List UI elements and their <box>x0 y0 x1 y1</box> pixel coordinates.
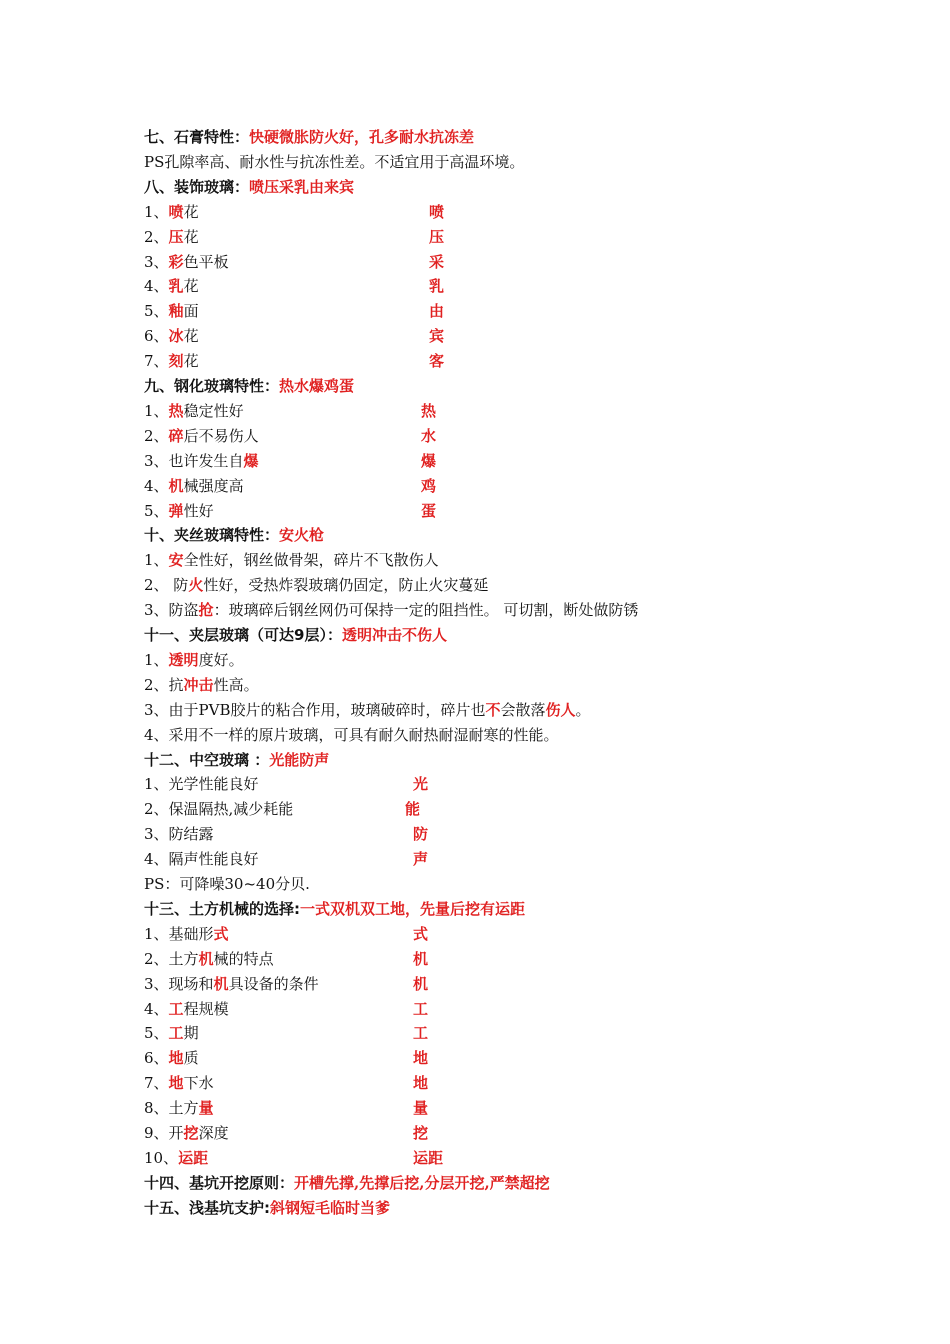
body-text: 9、开 <box>144 1124 184 1142</box>
text-line <box>144 1148 208 1168</box>
section-heading <box>144 376 354 396</box>
heading-text: 十五、浅基坑支护: <box>144 1199 270 1217</box>
mnemonic-key: 能 <box>405 800 421 818</box>
highlight-text: 压 <box>168 228 184 246</box>
body-text: 色平板 <box>183 253 229 271</box>
text-line <box>144 276 199 296</box>
body-text: 深度 <box>198 1124 229 1142</box>
body-text: 6、 <box>144 327 169 345</box>
body-text: 下水 <box>183 1074 214 1092</box>
text-line <box>144 725 559 745</box>
body-text: 3、由于PVB胶片的粘合作用，玻璃破碎时，碎片也 <box>144 701 486 719</box>
mnemonic-key: 由 <box>429 302 445 320</box>
body-text: 5、 <box>144 1024 169 1042</box>
highlight-text: 开槽先撑,先撑后挖,分层开挖,严禁超挖 <box>294 1174 550 1192</box>
body-text: 6、 <box>144 1049 169 1067</box>
highlight-text: 乳 <box>168 277 184 295</box>
text-line <box>144 227 199 247</box>
body-text: 3、也许发生自 <box>144 452 244 470</box>
highlight-text: 冰 <box>168 327 184 345</box>
text-line <box>144 202 199 222</box>
text-line <box>144 849 259 869</box>
heading-text: 七、石膏特性： <box>144 128 250 146</box>
mnemonic-key: 蛋 <box>421 502 437 520</box>
body-text: 2、 <box>144 228 169 246</box>
body-text: 4、 <box>144 277 169 295</box>
section-heading <box>144 177 354 197</box>
body-text: 1、 <box>144 651 169 669</box>
text-line <box>144 326 199 346</box>
section-heading <box>144 525 324 545</box>
heading-text: 八、装饰玻璃： <box>144 178 250 196</box>
body-text: 面 <box>183 302 199 320</box>
highlight-text: 工 <box>168 1000 184 1018</box>
body-text: 8、土方 <box>144 1099 199 1117</box>
text-line <box>144 252 229 272</box>
mnemonic-key: 机 <box>413 975 429 993</box>
text-line <box>144 1048 199 1068</box>
text-line <box>144 999 229 1019</box>
body-text: 1、 <box>144 402 169 420</box>
heading-text: 十一、夹层玻璃（可达9层）： <box>144 626 342 644</box>
section-heading <box>144 625 447 645</box>
text-line <box>144 949 274 969</box>
highlight-text: 机 <box>168 477 184 495</box>
mnemonic-key: 工 <box>413 1000 429 1018</box>
highlight-text: 碎 <box>168 427 184 445</box>
body-text: 1、 <box>144 203 169 221</box>
text-line <box>144 575 488 595</box>
body-text: 1、 <box>144 551 169 569</box>
highlight-text: 伤人 <box>545 701 576 719</box>
text-line <box>144 799 293 819</box>
text-line <box>144 1023 199 1043</box>
body-text: 5、 <box>144 502 169 520</box>
highlight-text: 透明冲击不伤人 <box>341 626 447 644</box>
body-text: 会散落 <box>500 701 546 719</box>
highlight-text: 机 <box>213 975 229 993</box>
highlight-text: 透明 <box>168 651 199 669</box>
body-text: 7、 <box>144 1074 169 1092</box>
mnemonic-key: 水 <box>421 427 437 445</box>
text-line <box>144 1073 214 1093</box>
mnemonic-key: 乳 <box>429 277 445 295</box>
mnemonic-key: 宾 <box>429 327 445 345</box>
mnemonic-key: 光 <box>413 775 429 793</box>
highlight-text: 爆 <box>243 452 259 470</box>
highlight-text: 彩 <box>168 253 184 271</box>
highlight-text: 地 <box>168 1074 184 1092</box>
mnemonic-key: 防 <box>413 825 429 843</box>
highlight-text: 光能防声 <box>269 751 330 769</box>
body-text: 后不易伤人 <box>183 427 259 445</box>
body-text: 5、 <box>144 302 169 320</box>
text-line <box>144 600 638 620</box>
highlight-text: 冲击 <box>183 676 214 694</box>
text-line <box>144 924 229 944</box>
heading-text: 十二、中空玻璃 ： <box>144 751 270 769</box>
highlight-text: 安 <box>168 551 184 569</box>
mnemonic-key: 挖 <box>413 1124 429 1142</box>
body-text: 2、保温隔热,减少耗能 <box>144 800 294 818</box>
highlight-text: 不 <box>485 701 501 719</box>
text-line <box>144 426 259 446</box>
highlight-text: 机 <box>198 950 214 968</box>
text-line <box>144 650 244 670</box>
body-text: 2、 防 <box>144 576 189 594</box>
mnemonic-key: 压 <box>429 228 445 246</box>
mnemonic-key: 量 <box>413 1099 429 1117</box>
body-text: 质 <box>183 1049 199 1067</box>
body-text: ：玻璃碎后钢丝网仍可保持一定的阻挡性。 可切割，断处做防锈 <box>213 601 639 619</box>
highlight-text: 快硬微胀防火好，孔多耐水抗冻差 <box>249 128 475 146</box>
highlight-text: 地 <box>168 1049 184 1067</box>
body-text: 花 <box>183 228 199 246</box>
text-line <box>144 501 214 521</box>
section-heading <box>144 127 474 147</box>
body-text: 1、基础形 <box>144 925 214 943</box>
text-line <box>144 700 591 720</box>
highlight-text: 热水爆鸡蛋 <box>279 377 355 395</box>
body-text: 3、 <box>144 253 169 271</box>
heading-text: 十三、土方机械的选择: <box>144 900 300 918</box>
mnemonic-key: 机 <box>413 950 429 968</box>
section-heading <box>144 750 329 770</box>
text-line <box>144 675 259 695</box>
mnemonic-key: 爆 <box>421 452 437 470</box>
body-text: 性好 <box>183 502 214 520</box>
section-heading <box>144 899 525 919</box>
body-text: 全性好，钢丝做骨架，碎片不飞散伤人 <box>183 551 439 569</box>
text-line <box>144 774 259 794</box>
mnemonic-key: 采 <box>429 253 445 271</box>
mnemonic-key: 地 <box>413 1049 429 1067</box>
body-text: 3、现场和 <box>144 975 214 993</box>
mnemonic-key: 客 <box>429 352 445 370</box>
mnemonic-key: 喷 <box>429 203 445 221</box>
body-text: 度好。 <box>198 651 244 669</box>
heading-text: 九、钢化玻璃特性： <box>144 377 280 395</box>
highlight-text: 斜钢短毛临时当爹 <box>270 1199 391 1217</box>
highlight-text: 运距 <box>178 1149 209 1167</box>
text-line <box>144 351 199 371</box>
heading-text: 十四、基坑开挖原则： <box>144 1174 295 1192</box>
body-text: 3、防结露 <box>144 825 214 843</box>
body-text: 械强度高 <box>183 477 244 495</box>
highlight-text: 抢 <box>198 601 214 619</box>
highlight-text: 热 <box>168 402 184 420</box>
highlight-text: 量 <box>198 1099 214 1117</box>
body-text: 7、 <box>144 352 169 370</box>
mnemonic-key: 式 <box>413 925 429 943</box>
body-text: 花 <box>183 277 199 295</box>
highlight-text: 火 <box>188 576 204 594</box>
body-text: 2、土方 <box>144 950 199 968</box>
body-text: 花 <box>183 203 199 221</box>
highlight-text: 一式双机双工地，先量后挖有运距 <box>300 900 526 918</box>
highlight-text: 工 <box>168 1024 184 1042</box>
body-text: 程规模 <box>183 1000 229 1018</box>
mnemonic-key: 运距 <box>413 1149 444 1167</box>
text-line <box>144 152 524 172</box>
body-text: 4、采用不一样的原片玻璃，可具有耐久耐热耐湿耐寒的性能。 <box>144 726 559 744</box>
text-line <box>144 974 319 994</box>
body-text: 1、光学性能良好 <box>144 775 259 793</box>
text-line <box>144 874 310 894</box>
highlight-text: 釉 <box>168 302 184 320</box>
highlight-text: 喷 <box>168 203 184 221</box>
body-text: 性好，受热炸裂玻璃仍固定，防止火灾蔓延 <box>203 576 489 594</box>
text-line <box>144 401 244 421</box>
highlight-text: 式 <box>213 925 229 943</box>
body-text: 。 <box>575 701 591 719</box>
mnemonic-key: 声 <box>413 850 429 868</box>
body-text: 期 <box>183 1024 199 1042</box>
body-text: 2、抗 <box>144 676 184 694</box>
body-text: PS：可降噪30~40分贝. <box>144 875 310 893</box>
text-line <box>144 301 199 321</box>
heading-text: 十、夹丝玻璃特性： <box>144 526 280 544</box>
highlight-text: 弹 <box>168 502 184 520</box>
body-text: 4、 <box>144 1000 169 1018</box>
section-heading <box>144 1173 550 1193</box>
text-line <box>144 451 259 471</box>
highlight-text: 安火枪 <box>279 526 325 544</box>
body-text: 具设备的条件 <box>228 975 319 993</box>
highlight-text: 挖 <box>183 1124 199 1142</box>
body-text: PS孔隙率高、耐水性与抗冻性差。不适宜用于高温环境。 <box>144 153 525 171</box>
body-text: 性高。 <box>213 676 259 694</box>
mnemonic-key: 地 <box>413 1074 429 1092</box>
mnemonic-key: 鸡 <box>421 477 437 495</box>
body-text: 花 <box>183 327 199 345</box>
body-text: 械的特点 <box>213 950 274 968</box>
body-text: 4、 <box>144 477 169 495</box>
body-text: 花 <box>183 352 199 370</box>
body-text: 10、 <box>144 1149 179 1167</box>
body-text: 2、 <box>144 427 169 445</box>
mnemonic-key: 工 <box>413 1024 429 1042</box>
section-heading <box>144 1198 390 1218</box>
text-line <box>144 476 244 496</box>
mnemonic-key: 热 <box>421 402 437 420</box>
highlight-text: 喷压采乳由来宾 <box>249 178 355 196</box>
text-line <box>144 824 214 844</box>
text-line <box>144 550 439 570</box>
body-text: 3、防盗 <box>144 601 199 619</box>
text-line <box>144 1098 214 1118</box>
body-text: 稳定性好 <box>183 402 244 420</box>
body-text: 4、隔声性能良好 <box>144 850 259 868</box>
highlight-text: 刻 <box>168 352 184 370</box>
text-line <box>144 1123 229 1143</box>
